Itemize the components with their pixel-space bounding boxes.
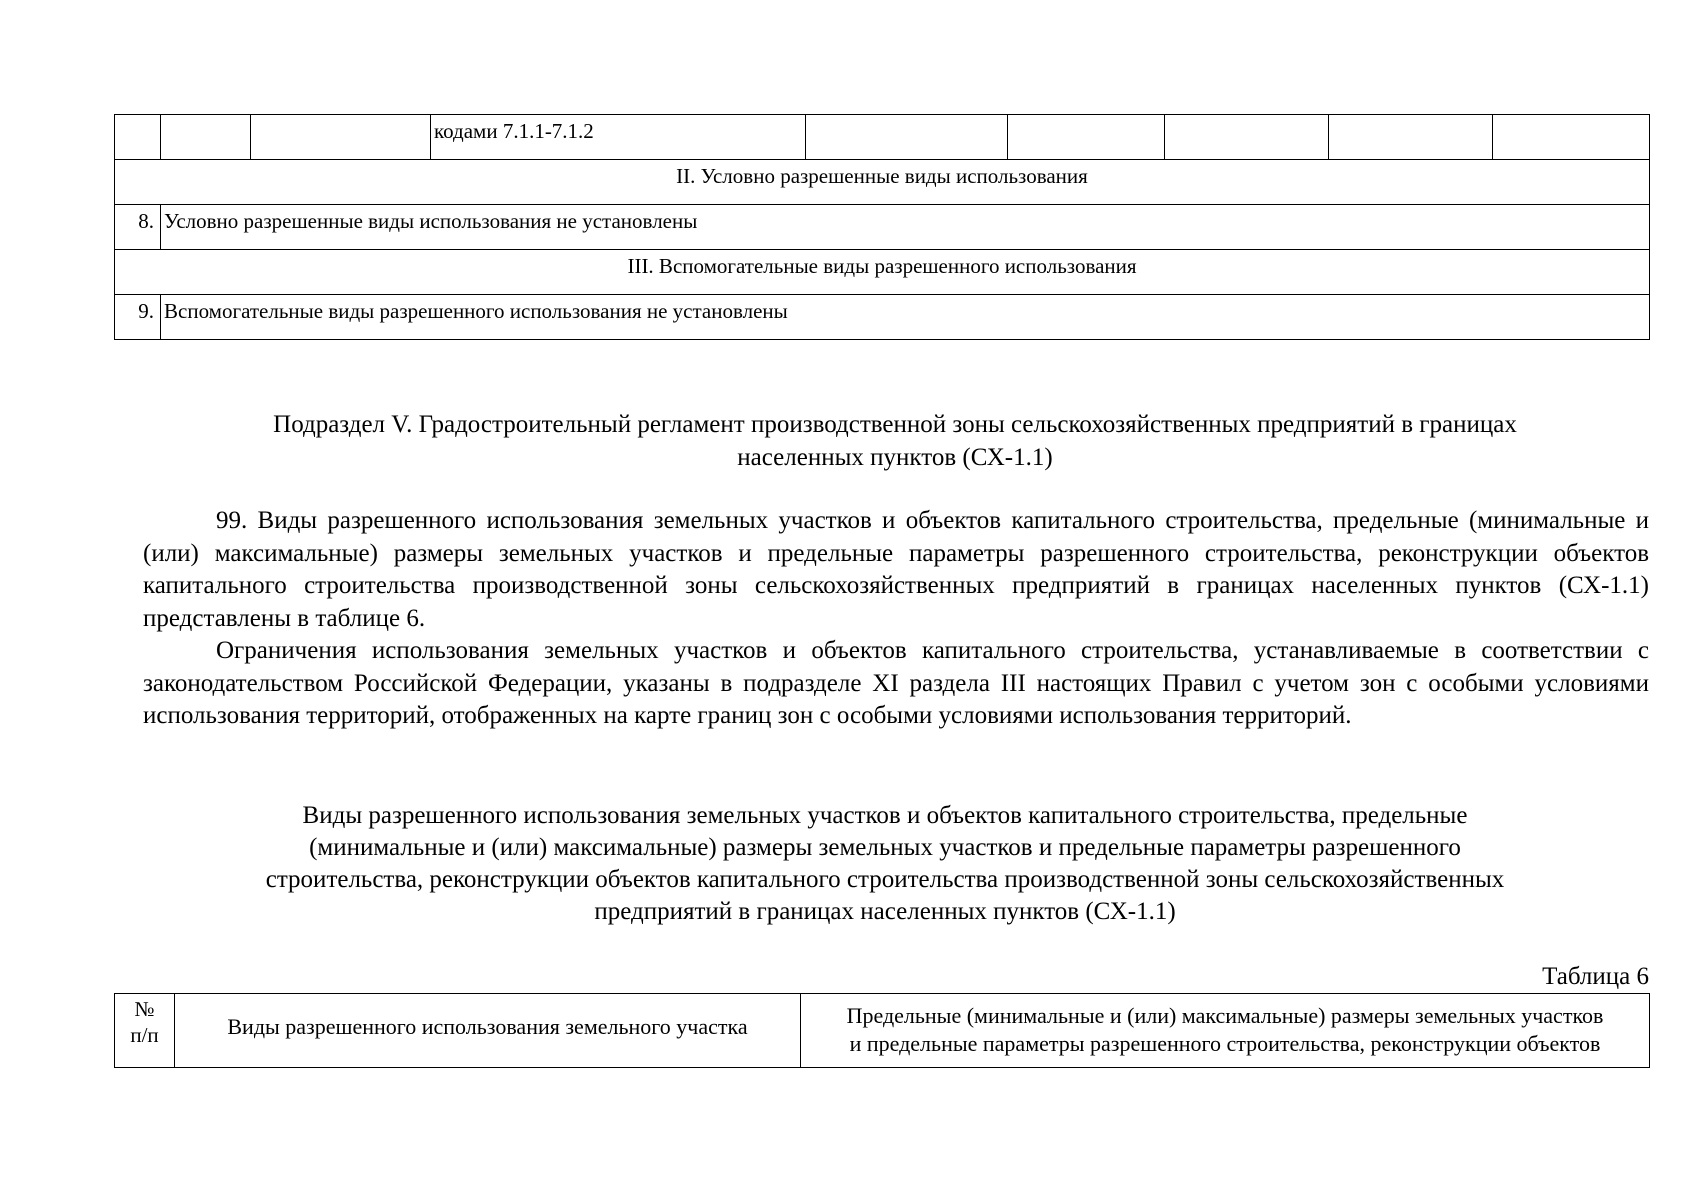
table-section-row <box>115 160 1650 205</box>
header-number-symbol: № <box>134 997 155 1021</box>
table-cell <box>1493 115 1650 160</box>
table-cell <box>1329 115 1493 160</box>
row-number: 9. <box>115 295 161 340</box>
header-number <box>115 994 175 1068</box>
table-cell <box>251 115 431 160</box>
row-number: 8. <box>115 205 161 250</box>
table-row <box>115 295 1650 340</box>
table-cell <box>115 115 161 160</box>
table-caption-line: предприятий в границах населенных пунктов (СХ-1.1) <box>594 898 1176 925</box>
paragraph-99: 99. Виды разрешенного использования земельных участков и объектов капитального строительства, предельные (минимальные и (или) максимальные) размеры земельных участков и предельные параметры разрешенного строительства, реконструкции объектов капитального строительства производственной зоны сельскохозяйственных предприятий в границах населенных пунктов (СХ-1.1) представлены в таблице 6. <box>143 507 1649 632</box>
subsection-title-line: населенных пунктов (СХ-1.1) <box>737 444 1053 471</box>
row-text: Условно разрешенные виды использования не установлены <box>161 205 1650 250</box>
paragraph-restrictions: Ограничения использования земельных участков и объектов капитального строительства, устанавливаемые в соответствии с законодательством Российской Федерации, указаны в подразделе XI раздела III настоящих Правил с учетом зон с особыми условиями использования территорий, отображенных на карте границ зон с особыми условиями использования территорий. <box>143 637 1649 729</box>
table-cell <box>161 115 251 160</box>
header-permitted-use: Виды разрешенного использования земельного участка <box>175 994 801 1068</box>
header-parameters-line: и предельные параметры разрешенного строительства, реконструкции объектов <box>849 1031 1601 1056</box>
table-row <box>115 115 1650 160</box>
table-caption-line: строительства, реконструкции объектов капитального строительства производственной зоны сельскохозяйственных <box>265 866 1505 893</box>
section-2-title: II. Условно разрешенные виды использования <box>115 160 1650 205</box>
continued-permitted-uses-table <box>114 114 1650 340</box>
table-caption <box>175 800 1595 928</box>
section-3-title: III. Вспомогательные виды разрешенного использования <box>115 250 1650 295</box>
table-cell <box>806 115 1008 160</box>
table-6 <box>114 993 1650 1068</box>
table-row <box>115 205 1650 250</box>
body-text <box>143 505 1649 733</box>
subsection-title-line: Подраздел V. Градостроительный регламент производственной зоны сельскохозяйственных предприятий в границах <box>273 411 1517 438</box>
table-cell-codes: кодами 7.1.1-7.1.2 <box>431 115 806 160</box>
table-cell <box>1008 115 1165 160</box>
subsection-title <box>175 408 1615 474</box>
table-header-row <box>115 994 1650 1068</box>
row-text: Вспомогательные виды разрешенного использования не установлены <box>161 295 1650 340</box>
header-parameters-line: Предельные (минимальные и (или) максимальные) размеры земельных участков <box>846 1003 1604 1028</box>
table-cell <box>1165 115 1329 160</box>
table-label: Таблица 6 <box>1542 963 1649 990</box>
table-caption-line: (минимальные и (или) максимальные) размеры земельных участков и предельные параметры разрешенного <box>309 834 1461 861</box>
header-number-abbr: п/п <box>130 1023 159 1047</box>
header-parameters <box>801 994 1650 1068</box>
table-section-row <box>115 250 1650 295</box>
table-caption-line: Виды разрешенного использования земельных участков и объектов капитального строительства, предельные <box>302 802 1468 829</box>
